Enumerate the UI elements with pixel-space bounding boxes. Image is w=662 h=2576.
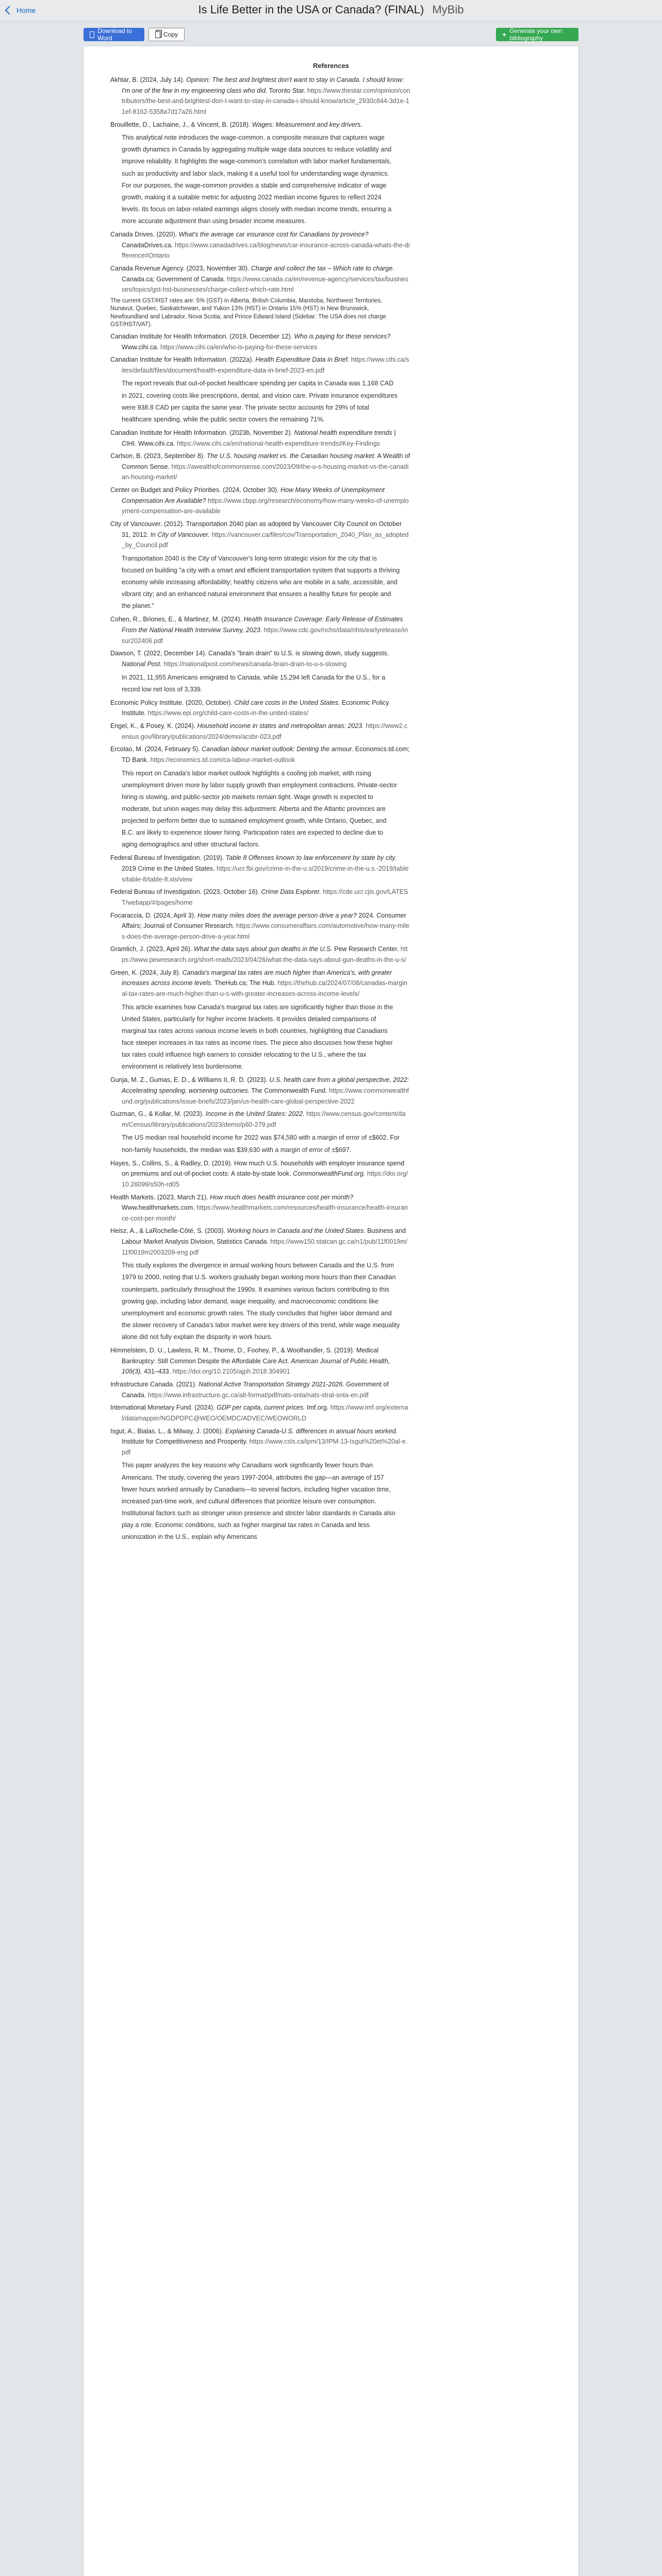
reference-url[interactable]: https://awealthofcommonsense.com/2023/09/the-u-s-housing-market-vs-the-canadian-housing-market/ [122,463,409,481]
reference-title: CommonwealthFund.org. [293,1170,366,1178]
top-bar [0,0,662,21]
reference-entry [110,944,410,965]
reference-pre: Cohen, R., Briones, E., & Martinez, M. (2024). [110,616,244,623]
reference-title: Crime Data Explorer. [261,888,321,896]
reference-url[interactable]: https://www.pewresearch.org/short-reads/2023/04/26/what-the-data-says-about-gun-deaths-in-the-u-s/ [122,945,408,964]
generate-label: Generate your own bibliography [509,27,562,42]
reference-url[interactable]: https://doi.org/10.2105/ajph.2018.304901 [171,1368,290,1376]
reference-url[interactable]: https://www.infrastructure.gc.ca/alt-format/pdf/nats-snta/nats-strat-snta-en.pdf [146,1391,369,1399]
reference-list [110,75,552,1543]
reference-url[interactable]: https://www.cbpp.org/research/economy/how-many-weeks-of-unemployment-compensation-are-available [122,497,409,515]
reference-title: National Active Transportation Strategy 2021-2026. [198,1381,344,1388]
reference-url[interactable]: https://www.census.gov/content/dam/Census/library/publications/2023/demo/p60-279.pdf [122,1110,406,1128]
reference-entry [110,1402,410,1423]
reference-annotation: This study explores the divergence in annual working hours between Canada and the U.S. from 1979 to 2000, noting that U.S. workers gradually began working more hours than their Canadian counterparts, particularly throughout the 1990s. It examines various factors contributing to this growing gap, including labor demand, wage inequality, and macroeconomic conditions like unemployment and economic growth rates. The study concludes that higher labor demand and the slower recovery of Canada's labor market were key drivers of this trend, while wage inequality alone did not fully explain the disparity in work hours. [122,1262,400,1341]
reference-url[interactable]: https://www.cihi.ca/sites/default/files/document/health-expenditure-data-in-brief-2023-en.pdf [122,356,409,374]
reference-url[interactable]: https://www.commonwealthfund.org/publications/issue-briefs/2023/jan/us-health-care-global-perspective-2022 [122,1087,409,1105]
reference-entry [110,721,410,742]
reference-pre: Isgut, A., Bialas, L., & Milway, J. (2006). [110,1427,225,1435]
reference-url[interactable]: https://www.healthmarkets.com/resources/health-insurance/health-insurance-cost-per-month/ [122,1204,408,1222]
reference-entry [110,229,410,261]
reference-pre: International Monetary Fund. (2024). [110,1404,217,1412]
reference-entry [110,428,410,449]
reference-entry [110,887,410,908]
reference-pre: Infrastructure Canada. (2021). [110,1381,198,1388]
reference-post: Economic Policy Institute. [122,699,389,717]
reference-entry [110,120,410,130]
reference-entry [110,853,410,885]
reference-entry [110,485,410,517]
reference-pre: Federal Bureau of Investigation. (2019). [110,854,226,862]
reference-entry [110,1158,410,1190]
reference-post: Imf.org. [305,1404,329,1412]
document-page [84,46,578,2576]
reference-entry [110,744,410,765]
reference-annotation: The report reveals that out-of-pocket healthcare spending per capita in Canada was 1,168 CAD in 2021, covering costs like prescriptions, dental, and vision care. Private insurance expenditures were 938.8 CAD per capita the same year. The private sector accounts for 29% of total healthcare spending, while the public sector covers the remaining 71%. [122,380,398,423]
generate-bibliography-button[interactable] [496,28,578,41]
reference-title: Wages: Measurement and key drivers. [252,121,362,128]
reference-title: Charge and collect the tax – Which rate to charge [251,265,393,272]
reference-pre: Federal Bureau of Investigation. (2023, October 16). [110,888,261,896]
reference-pre: Economic Policy Institute. (2020, October). [110,699,235,706]
reference-entry [110,75,410,117]
reference-pre: Gramlich, J. (2023, April 26). [110,945,194,953]
reference-pre: Center on Budget and Policy Priorities. (2024, October 30). [110,486,281,494]
reference-annotation: The current GST/HST rates are: 5% (GST) in Alberta, British Columbia, Manitoba, Northwest Territories, Nunavut, Quebec, Saskatchewan, and Yukon 13% (HST) in Ontario 15% (HST) in New Brunswick, Newfoundland and Labrador, Nova Scotia, and Prince Edward Island (Sidebar: The USA does not charge GST/HST/VAT). [110,297,386,328]
reference-url[interactable]: https://www.canadadrives.ca/blog/news/car-insurance-across-canada-whats-the-difference#Ontario [122,241,410,260]
reference-pre: Focaraccia, D. (2024, April 3). [110,911,197,919]
reference-url[interactable]: https://www.cdc.gov/nchs/data/nhis/earlyrelease/insur202406.pdf [122,626,408,645]
reference-entry [110,1192,410,1224]
copy-icon [155,31,160,38]
reference-entry [110,1075,410,1107]
reference-title: The U.S. housing market vs. the Canadian housing market. [206,452,376,460]
reference-title: Working hours in Canada and the United States. [227,1227,366,1235]
reference-pre: Green, K. (2024, July 8). [110,969,183,976]
reference-title: How much does health insurance cost per month? [210,1193,354,1201]
reference-post: | CIHI. Www.cihi.ca. [122,429,396,447]
reference-annotation: Transportation 2040 is the City of Vancouver's long-term strategic vision for the city that is focused on building "a city with a smart and efficient transportation system that supports a thriving economy while increasing affordability; healthy citizens who are mobile in a safe, accessible, and vibrant city; and an enhanced natural environment that ensures a healthy future for people and the planet." [122,554,400,610]
reference-pre: Canada Revenue Agency. (2023, November 30). [110,265,251,272]
reference-post: Toronto Star. [267,87,306,94]
reference-pre: Heisz, A., & LaRochelle-Côté, S. (2003). [110,1227,227,1235]
reference-title: Income in the United States: 2022. [205,1110,305,1118]
reference-post: 431–433. [142,1368,171,1376]
reference-url[interactable]: https://www150.statcan.gc.ca/n1/pub/11f0019m/11f0019m2003209-eng.pdf [122,1238,408,1256]
reference-entry [110,614,410,646]
reference-annotation: This report on Canada's labor market outlook highlights a cooling job market, with rising unemployment driven more by labor supply growth than employment contractions. Private-sector hiring is slowing, and public-sector job markets remain tight. Wage growth is expected to moderate, but union wages may delay this adjustment. Alberta and the Atlantic provinces are projected to perform better due to sustained employment growth, while Ontario, Quebec, and B.C. are likely to experience slower hiring. Participation rates are expected to decline due to aging demographics and other structural factors. [122,769,398,849]
reference-entry [110,1379,410,1400]
reference-url[interactable]: https://www2.census.gov/library/publications/2024/demo/acsbr-023.pdf [122,722,408,740]
reference-title: Canada's marginal tax rates are much higher than America's, with greater increases across income levels. [122,969,392,987]
reference-pre: Hayes, S., Collins, S., & Radley, D. (2019). How much U.S. households with employer insurance spend on premiums and out-of-pocket costs: A state-by-state look. [110,1159,405,1178]
document-title: Is Life Better in the USA or Canada? (FINAL) [198,3,424,16]
toolbar [84,28,578,43]
reference-url[interactable]: https://www.csls.ca/ipm/13/IPM-13-Isgut%20et%20al-e.pdf [122,1438,408,1456]
reference-pre: Carlson, B. (2023, September 8). [110,452,207,460]
reference-title: Who is paying for these services? [294,332,391,340]
reference-title: In City of Vancouver. [150,531,210,538]
home-label: Home [16,6,36,14]
reference-title: Table 8 Offenses known to law enforcement by state by city. [225,854,397,862]
reference-pre: Health Markets. (2023, March 21). [110,1193,210,1201]
reference-pre: Gunja, M. Z., Gumas, E. D., & Williams II, R. D. (2023). [110,1076,270,1084]
reference-url[interactable]: https://vancouver.ca/files/cov/Transportation_2040_Plan_as_adopted_by_Council.pdf [122,531,409,549]
reference-pre: Akhtar, B. (2024, July 14). [110,76,187,83]
copy-button[interactable] [148,28,185,41]
reference-url[interactable]: https://economics.td.com/ca-labour-market-outlook [148,756,295,764]
reference-title: How many miles does the average person drive a year? [197,911,357,919]
reference-title: National Post. [122,660,162,668]
document-title-bar [0,3,662,16]
reference-url[interactable]: https://nationalpost.com/news/canada-brain-drain-to-u-s-slowing [161,660,347,668]
reference-annotation: In 2021, 11,955 Americans emigrated to Canada, while 15,294 left Canada for the U.S., for a record low net loss of 3,339. [122,673,386,693]
reference-post: Economics.td.com; TD Bank. [122,745,410,764]
reference-post: Government of Canada. [122,1381,389,1399]
reference-entry [110,910,410,942]
reference-post: Business and Labour Market Analysis Division, Statistics Canada. [122,1227,406,1246]
reference-entry [110,968,410,999]
reference-title: Child care costs in the United States. [234,699,340,706]
reference-url[interactable]: https://ucr.fbi.gov/crime-in-the-u.s/2019/crime-in-the-u.s.-2019/tables/table-8/table-8.xls/view [122,865,409,883]
reference-title: American Journal of Public Health, 109(3), [122,1357,390,1376]
reference-pre: Canadian Institute for Health Information. (2019, December 12). [110,332,294,340]
reference-entry [110,451,410,483]
copy-label: Copy [163,31,178,38]
reference-url[interactable]: https://cde.ucr.cjis.gov/LATEST/webapp/#/pages/home [122,888,408,906]
reference-title: Health Expenditure Data in Brief. [255,356,350,364]
reference-entry [110,1345,410,1377]
reference-post: The Commonwealth Fund. [250,1087,327,1094]
reference-title: Health Insurance Coverage: Early Release of Estimates From the National Health Interview Survey, 2023. [122,616,403,634]
plus-icon: + [502,30,507,39]
reference-post: Www.cihi.ca. [122,343,159,351]
document-icon [90,31,94,38]
reference-title: U.S. health care from a global perspective, 2022: Accelerating spending, worsening outcomes. [122,1076,409,1094]
reference-pre: City of Vancouver. (2012). Transportation 2040 plan as adopted by Vancouver City Council on October 31, 2012. [110,520,402,538]
reference-url[interactable]: https://www.epi.org/child-care-costs-in-the-united-states/ [146,709,308,717]
reference-url[interactable]: https://www.canada.ca/en/revenue-agency/services/tax/businesses/topics/gst-hst-businesses/charge-collect-which-rate.html [122,275,408,294]
reference-pre: Canadian Institute for Health Information. (2023b, November 2). [110,429,294,436]
reference-post: CanadaDrives.ca. [122,241,173,249]
reference-title: What the data says about gun deaths in the U.S. [193,945,333,953]
reference-post: Pew Research Center. [332,945,399,953]
reference-pre: Guzman, G., & Kollar, M. (2023). [110,1110,206,1118]
reference-title: GDP per capita, current prices. [217,1404,305,1412]
reference-title: Canadian labour market outlook: Denting the armour. [202,745,354,753]
reference-title: Explaining Canada-U.S. differences in annual hours worked. [225,1427,398,1435]
reference-url[interactable]: https://www.consumeraffairs.com/automotive/how-many-miles-does-the-average-person-drive-a-year.html [122,922,410,940]
download-label: Download to Word [97,27,132,42]
reference-entry [110,1226,410,1258]
reference-pre: Canadian Institute for Health Information. (2022a). [110,356,256,364]
brand-logo: MyBib [432,3,464,16]
reference-pre: Engel, K., & Posey, K. (2024). [110,722,197,730]
reference-pre: Canada Drives. (2020). [110,231,179,239]
reference-entry [110,648,410,669]
reference-entry [110,519,410,551]
reference-title: Household income in states and metropolitan areas: 2023. [197,722,364,730]
reference-entry [110,1109,410,1130]
reference-pre: Dawson, T. (2022, December 14). Canada's "brain drain" to U.S. is slowing down, study suggests. [110,650,389,657]
document-content [84,46,578,1543]
reference-pre: Himmelstein, D. U., Lawless, R. M., Thorne, D., Foohey, P., & Woolhandler, S. (2019). Medical Bankruptcy: Still Common Despite the Affordable Care Act. [110,1347,379,1365]
download-word-button[interactable] [84,28,144,41]
reference-post: A Wealth of Common Sense. [122,452,410,470]
reference-url[interactable]: https://doi.org/10.26099/s50h-rd05 [122,1170,408,1188]
reference-url[interactable]: https://www.thestar.com/opinion/contributors/the-best-and-brightest-don-t-want-to-stay-in-canada-i-should-know/article_2930c844-3d1e-11ef-8162-5358a7d17a26.html [122,87,410,115]
reference-title: Opinion: The best and brightest don't want to stay in Canada. I should know: I'm one of the few in my engineering class who did. [122,76,404,94]
reference-entry [110,354,410,376]
reference-title: National health expenditure trends [294,429,392,436]
reference-annotation: This paper analyzes the key reasons why Canadians work significantly fewer hours than Americans. The study, covering the years 1997-2004, attributes the gap—an average of 157 fewer hours worked annually by Canadians—to several factors, including higher vacation time, increased part-time work, and cultural differences that prioritize leisure over consumption. Institutional factors such as stronger union presence and stricter labor standards in Canada also play a role. Economic conditions, such as higher marginal tax rates in Canada and less unionization in the U.S., explain why Americans [122,1462,395,1541]
reference-annotation: The US median real household income for 2022 was $74,580 with a margin of error of ±$602. For non-family households, the median was $39,630 with a margin of error of ±$697. [122,1134,400,1154]
reference-url[interactable]: https://www.cihi.ca/en/national-health-expenditure-trends#Key-Findings [175,439,380,447]
reference-title: What's the average car insurance cost for Canadians by province? [178,231,369,239]
reference-entry [110,331,410,352]
reference-entry [110,1426,410,1458]
reference-pre: Brouillette, D., Lachaine, J., & Vincent, B. (2018). [110,121,252,128]
references-heading: References [312,62,350,70]
reference-annotation: This analytical note introduces the wage-common, a composite measure that captures wage growth dynamics in Canada by aggregating multiple wage data sources to reduce volatility and improve reliability. It highlights the wage-common's correlation with labor market fundamentals, such as productivity and labor slack, making it a useful tool for understanding wage dynamics. For our purposes, the wage-common provides a stable and comprehensive indicator of wage growth, making it a suitable metric for adjusting 2022 median income figures to reflect 2024 levels. Its focus on labor-related earnings aligns closely with median income trends, ensuring a more accurate adjustment than using broader income measures. [122,134,392,225]
reference-url[interactable]: https://www.cihi.ca/en/who-is-paying-for-these-services [158,343,318,351]
reference-url[interactable]: https://www.imf.org/external/datamapper/NGDPDPC@WEO/OEMDC/ADVEC/WEOWORLD [122,1404,408,1422]
reference-post: TheHub.ca; The Hub. [212,979,276,987]
reference-post: 2024. Consumer Affairs; Journal of Consumer Research. [122,911,406,930]
reference-post: Institute for Competitiveness and Prosperity. [122,1438,248,1446]
reference-entry [110,698,410,719]
reference-entry [110,263,410,295]
reference-post: Www.healthmarkets.com. [122,1204,195,1212]
reference-url[interactable]: https://thehub.ca/2024/07/08/canadas-marginal-tax-rates-are-much-higher-than-u-s-with-greater-increases-across-income-levels/ [122,979,408,997]
reference-post: 2019 Crime in the United States. [122,865,215,873]
reference-title: How Many Weeks of Unemployment Compensation Are Available? [122,486,385,504]
reference-annotation: This article examines how Canada's marginal tax rates are significantly higher than those in the United States, particularly for higher income brackets. It provides detailed comparisons of marginal tax rates across various income levels in both countries, highlighting that Canadians face steeper increases in tax rates as income rises. The piece also discusses how these higher tax rates could influence high earners to consider relocating to the U.S., where the tax environment is relatively less burdensome. [122,1003,393,1071]
reference-post: . Canada.ca; Government of Canada. [122,265,394,283]
reference-pre: Ercolao, M. (2024, February 5). [110,745,202,753]
